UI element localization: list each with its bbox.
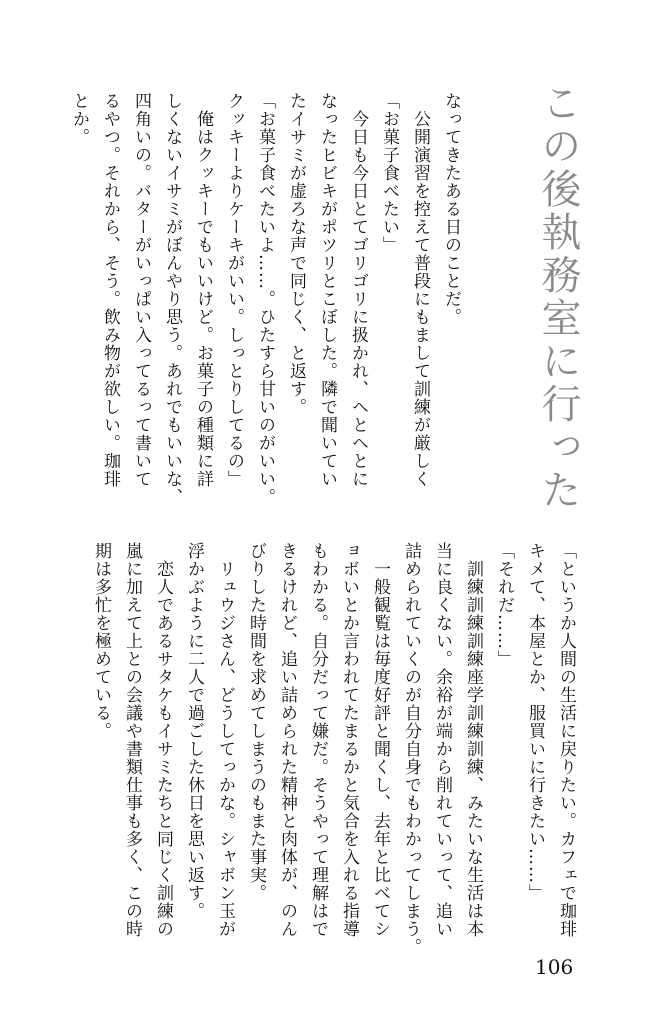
text-line: 詰められていくのが自分自身でもわかってしまう。	[401, 542, 421, 956]
text-line: 期は多忙を極めている。	[91, 542, 111, 740]
text-line: 今日も今日とてゴリゴリに扱かれ、へとへとに	[348, 92, 368, 488]
text-line: るやつ。それから、そう。飲み物が欲しい。珈琲	[100, 92, 120, 488]
text-line: なったヒビキがポツリとこぼした。隣で聞いてい	[317, 92, 337, 488]
text-line: 当に良くない。余裕が端から削れていって、追い	[432, 542, 452, 938]
text-line: 「お菓子食べたい」	[379, 92, 399, 254]
text-line: 「お菓子食べたいよ……。ひたすら甘いのがいい。	[255, 92, 275, 506]
text-line: しくないイサミがぼんやり思う。あれでもいいな、	[162, 92, 182, 506]
chapter-title: この後執務室に行った	[535, 82, 581, 512]
text-line: 一般観覧は毎度好評と聞くし、去年と比べてシ	[370, 542, 390, 938]
text-line: 「というか人間の生活に戻りたい。カフェで珈琲	[556, 542, 576, 938]
text-line: もわかる。自分だって嫌だ。そうやって理解はで	[308, 542, 328, 938]
text-line: 嵐に加えて上との会議や書類仕事も多く、この時	[122, 542, 142, 938]
text-line: 公開演習を控えて普段にもまして訓練が厳しく	[410, 92, 430, 488]
text-line: 四角いの。バターがいっぱい入ってるって書いて	[131, 92, 151, 488]
text-line: クッキーよりケーキがいい。しっとりしてるの」	[224, 92, 244, 488]
text-line: ョボいとか言われてたまるかと気合を入れる指導	[339, 542, 359, 938]
body-text-lower	[91, 542, 581, 956]
text-line: リュウジさん、どうしてっかな。シャボン玉が	[215, 542, 235, 938]
text-line: たイサミが虚ろな声で同じく、と返す。	[286, 92, 306, 416]
text-line: 俺はクッキーでもいいけど。お菓子の種類に詳	[193, 92, 213, 488]
text-line: なってきたある日のことだ。	[441, 92, 461, 326]
text-line: 浮かぶように二人で過ごした休日を思い返す。	[184, 542, 204, 920]
body-text-upper	[69, 92, 466, 506]
text-line: びりした時間を求めてしまうのもまた事実。	[246, 542, 266, 902]
text-line: キメて、本屋とか、服買いに行きたい……」	[525, 542, 545, 902]
text-line: きるけれど、追い詰められた精神と肉体が、のん	[277, 542, 297, 938]
text-line: とか。	[69, 92, 89, 146]
text-line: 恋人であるサタケもイサミたちと同じく訓練の	[153, 542, 173, 938]
text-line: 「それだ……」	[494, 542, 514, 668]
text-line: 訓練訓練訓練座学訓練訓練、みたいな生活は本	[463, 542, 483, 938]
page-number: 106	[535, 955, 574, 979]
